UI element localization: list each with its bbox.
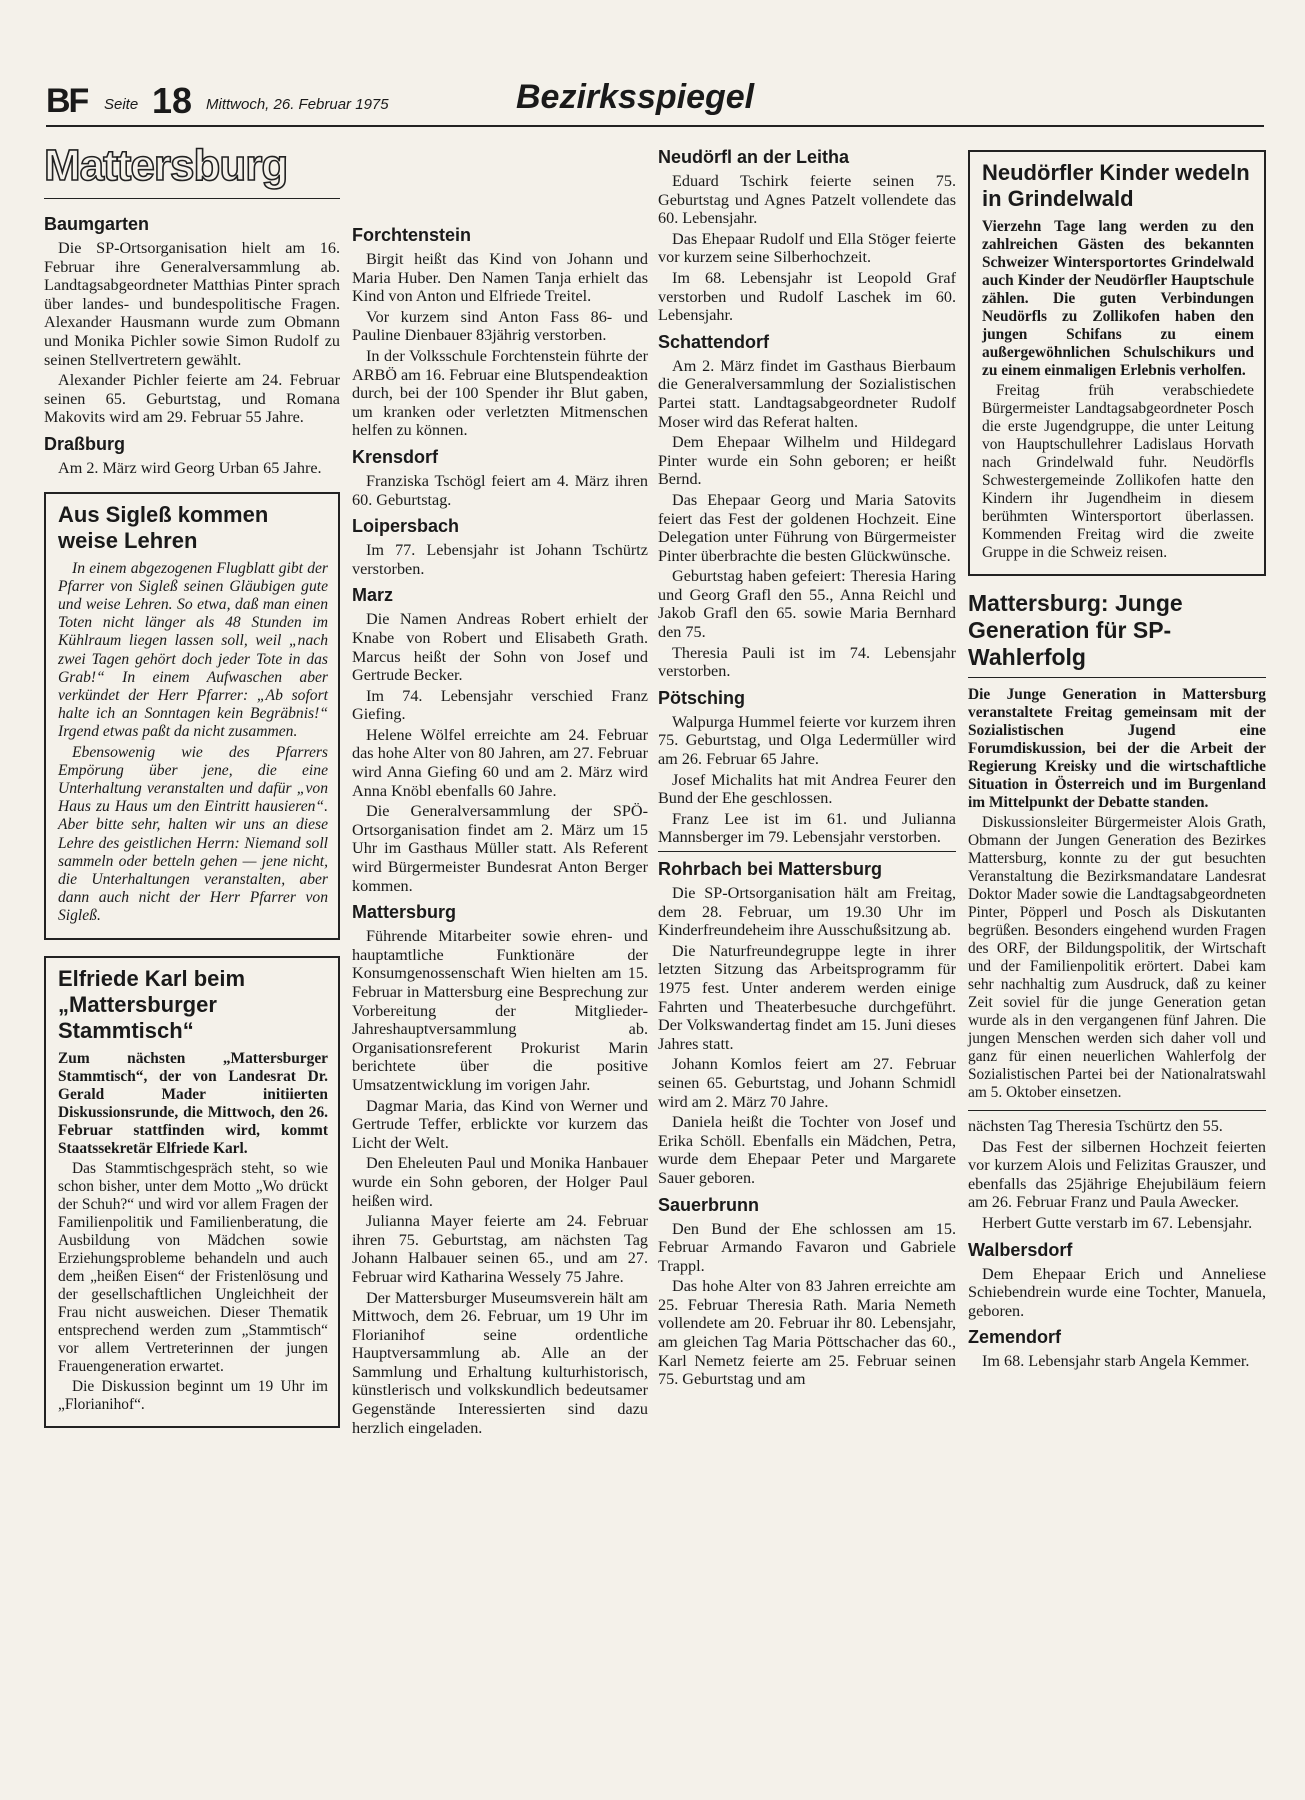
paragraph: Dem Ehepaar Wilhelm und Hildegard Pinter wurde ein Sohn geboren; er heißt Bernd. bbox=[658, 433, 956, 489]
paragraph: Im 77. Lebensjahr ist Johann Tschürtz verstorben. bbox=[352, 541, 648, 578]
paragraph: Der Mattersburger Museumsverein hält am Mittwoch, dem 26. Februar, um 19 Uhr im Florianihof seine ordentliche Hauptversammlung ab. Alle an der Sammlung und Erhaltung kulturhistorisch, künstlerisch und volkskundlich bedeutsamer Gegenstände Interessierten sind dazu herzlich eingeladen. bbox=[352, 1288, 648, 1437]
paragraph: Helene Wölfel erreichte am 24. Februar das hohe Alter von 80 Jahren, am 27. Februar wird Anna Giefing 60 und am 2. März wird Anna Knöbl ebenfalls 60 Jahre. bbox=[352, 725, 648, 800]
paragraph: Im 68. Lebensjahr ist Leopold Graf verstorben und Rudolf Laschek im 60. Lebensjahr. bbox=[658, 268, 956, 325]
heading-zemendorf: Zemendorf bbox=[968, 1327, 1062, 1348]
column-1 bbox=[44, 140, 340, 1428]
heading-poettsching: Pötsching bbox=[658, 687, 746, 708]
paragraph: In der Volksschule Forchtenstein führte der ARBÖ am 16. Februar eine Blutspendeaktion durch, bei der 100 Spender ihr Blut gaben, um kranken oder verletzten Mitmenschen helfen zu können. bbox=[352, 346, 648, 440]
paragraph: Diskussionsleiter Bürgermeister Alois Grath, Obmann der Jungen Generation des Bezirkes Mattersburg, konnte zu der gut besuchten Veranstaltung die Bezirksmandatare Landesrat Doktor Mader sowie die Landtagsabgeordneten Pinter, Pöpperl und Posch als Diskutanten begrüßen. Besonders eingehend wurden Fragen des ORF, der Bildungspolitik, der Wirtschaft und der Familienpolitik erörtert. Dabei kam sehr nachhaltig zum Ausdruck, daß zu keiner Zeit soviel für die junge Generation getan wurde als in den vergangenen fünf Jahren. Die jungen Menschen werden sich daher voll und ganz für einen neuerlichen Wahlerfolg der Sozialistischen Partei bei der Nationalratswahl am 5. Oktober einsetzen. bbox=[968, 814, 1266, 1101]
paragraph: Geburtstag haben gefeiert: Theresia Haring und Georg Grafl den 55., Anna Reichl und Jakob Grafl den 65. sowie Maria Bernhard den 75. bbox=[658, 567, 956, 642]
paragraph: Am 2. März wird Georg Urban 65 Jahre. bbox=[58, 458, 322, 477]
paragraph: Das Fest der silbernen Hochzeit feierten vor kurzem Alois und Felizitas Grauszer, und ebenfalls das 25jährige Ehejubiläum feiern am 26. Februar Franz und Paula Awecker. bbox=[968, 1137, 1266, 1212]
heading-marz: Marz bbox=[352, 585, 394, 606]
box-grindelwald bbox=[968, 150, 1266, 576]
paragraph: nächsten Tag Theresia Tschürtz den 55. bbox=[968, 1117, 1223, 1135]
paragraph: Ebensowenig wie des Pfarrers Empörung über jene, die eine Unterhaltung veranstalten und dafür „von Haus zu Haus um den Eintritt hausieren“. Aber bitte sehr, halten wir uns an diese Lehre des geistlichen Herrn: Niemand soll sammeln oder betteln gehen — jene nicht, die Unterhaltungen veranstalten, aber dann auch nicht der Herr Pfarrer von Sigleß. bbox=[58, 743, 328, 925]
heading-schattendorf: Schattendorf bbox=[658, 331, 770, 352]
article-title: Mattersburg: Junge Generation für SP-Wahlerfolg bbox=[968, 590, 1183, 670]
heading-baumgarten: Baumgarten bbox=[44, 214, 150, 234]
paragraph: Das Ehepaar Rudolf und Ella Stöger feierte vor kurzem seine Silberhochzeit. bbox=[658, 229, 956, 267]
heading-forchtenstein: Forchtenstein bbox=[352, 225, 472, 245]
paragraph: Führende Mitarbeiter sowie ehren- und hauptamtliche Funktionäre der Konsumgenossenschaft Wien hielten am 15. Februar in Mattersburg eine Besprechung zur Vorbereitung der Mitglieder-Jahreshauptversammlung ab. Organisationsreferent Prokurist Marin berichtete über die positive Umsatzentwicklung im vorigen Jahr. bbox=[352, 927, 648, 1094]
heading-drassburg: Draßburg bbox=[44, 433, 125, 454]
section-rule bbox=[658, 851, 956, 852]
paragraph: Das hohe Alter von 83 Jahren erreichte am 25. Februar Theresia Rath. Maria Nemeth vollendete am 20. Februar ihr 80. Lebensjahr, am gleichen Tag Maria Pöttschacher das 60., Karl Nemetz feierte am 25. Februar seinen 75. Geburtstag und am bbox=[658, 1277, 956, 1389]
issue-date: Mittwoch, 26. Februar 1975 bbox=[206, 96, 389, 113]
lead-paragraph: Zum nächsten „Mattersburger Stammtisch“, der von Landesrat Dr. Gerald Mader initiierten Diskussionsrunde, die Mittwoch, den 26. Februar stattfinden wird, kommt Staatssekretär Elfriede Karl. bbox=[58, 1049, 328, 1157]
section-rule bbox=[968, 1110, 1266, 1111]
paragraph: Den Bund der Ehe schlossen am 15. Februar Armando Favaron und Gabriele Trappl. bbox=[658, 1219, 956, 1275]
title-rule bbox=[968, 677, 1266, 678]
lead-paragraph: Vierzehn Tage lang werden zu den zahlreichen Gästen des bekannten Schweizer Wintersportortes Grindelwald auch Kinder der Neudörfler Hauptschule zählen. Die guten Verbindungen Neudörfls zu Zollikofen haben den jungen Schifans zu einem außergewöhnlichen Schulschikurs und zu einem einmaligen Erlebnis verholfen. bbox=[982, 218, 1254, 379]
header-rule bbox=[46, 125, 1264, 127]
paragraph: Im 74. Lebensjahr verschied Franz Giefing. bbox=[352, 686, 648, 724]
page-number: 18 bbox=[152, 80, 193, 121]
paragraph: Die Namen Andreas Robert erhielt der Knabe von Robert und Elisabeth Grath. Marcus heißt der Sohn von Josef und Gertrude Becker. bbox=[352, 610, 648, 685]
paragraph: Vor kurzem sind Anton Fass 86- und Pauline Dienbauer 83jährig verstorben. bbox=[352, 307, 648, 345]
heading-walbersdorf: Walbersdorf bbox=[968, 1239, 1073, 1260]
box-sigless bbox=[44, 492, 340, 940]
heading-loipersbach: Loipersbach bbox=[352, 516, 460, 537]
paragraph: Am 2. März findet im Gasthaus Bierbaum die Generalversammlung der Sozialistischen Partei statt. Landtagsabgeordneter Rudolf Moser wird das Referat halten. bbox=[658, 356, 956, 431]
page-header bbox=[46, 78, 1264, 126]
paragraph: Franziska Tschögl feiert am 4. März ihren 60. Geburtstag. bbox=[352, 471, 648, 509]
paragraph: Daniela heißt die Tochter von Josef und Erika Schöll. Ebenfalls ein Mädchen, Petra, wurde dem Ehepaar Peter und Margarete Sauer geboren. bbox=[658, 1113, 956, 1187]
page-label: Seite bbox=[104, 96, 139, 113]
box-title: Aus Sigleß kommen weise Lehren bbox=[58, 501, 269, 553]
paragraph: Das Ehepaar Georg und Maria Satovits feiert das Fest der goldenen Hochzeit. Eine Delegation unter Führung von Bürgermeister Pinter überbrachte die besten Glückwünsche. bbox=[658, 490, 956, 565]
heading-mattersburg: Mattersburg bbox=[352, 902, 457, 923]
lead-paragraph: Die Junge Generation in Mattersburg veranstaltete Freitag gemeinsam mit der Sozialistischen Jugend eine Forumdiskussion, bei der die Arbeit der Regierung Kreisky und die wirtschaftliche Situation in Österreich und im Burgenland im Mittelpunkt der Debatte standen. bbox=[968, 686, 1266, 811]
paragraph: Das Stammtischgespräch steht, so wie schon bisher, unter dem Motto „Wo drückt der Schuh?“ und wird vor allem Fragen der Familienpolitik und Familienberatung, die Ausbildung von Mädchen sowie Erziehungsprobleme behandeln und auch dem „heißen Eisen“ der Fristenlösung und der gesellschaftlichen Ungleichheit der Frau nicht ausweichen. Dieser Thematik entsprechend werden zum „Stammtisch“ vor allem Vertreterinnen der jungen Frauengeneration erwartet. bbox=[58, 1159, 328, 1375]
paragraph: Die Diskussion beginnt um 19 Uhr im „Florianihof“. bbox=[58, 1377, 328, 1413]
column-4 bbox=[968, 150, 1266, 1373]
heading-neudoerfl: Neudörfl an der Leitha bbox=[658, 147, 850, 167]
paragraph: Freitag früh verabschiedete Bürgermeister Landtagsabgeordneter Posch die erste Jugendgruppe, die unter Leitung von Hauptschullehrer Ladislaus Horvath nach Grindelwald fuhr. Neudörfls Schwestergemeinde Zollikofen hatte den Kindern ihr Jugendheim in diesem berühmten Wintersportort überlassen. Kommenden Freitag wird die zweite Gruppe in die Schweiz reisen. bbox=[982, 382, 1254, 561]
paragraph: Theresia Pauli ist im 74. Lebensjahr verstorben. bbox=[658, 643, 956, 681]
paragraph: Die SP-Ortsorganisation hielt am 16. Februar ihre Generalversammlung ab. Landtagsabgeordneter Matthias Pinter sprach über landes- und bundespolitische Fragen. Alexander Hausmann wurde zum Obmann und Monika Pichler sowie Simon Rudolf zu seinen Stellvertretern gewählt. bbox=[44, 239, 340, 369]
paragraph: Dagmar Maria, das Kind von Werner und Gertrude Teffer, erblickte vor kurzem das Licht der Welt. bbox=[352, 1096, 648, 1152]
heading-rohrbach: Rohrbach bei Mattersburg bbox=[658, 859, 883, 879]
paragraph: Den Eheleuten Paul und Monika Hanbauer wurde ein Sohn geboren, der Holger Paul heißen wird. bbox=[352, 1154, 648, 1210]
heading-krensdorf: Krensdorf bbox=[352, 446, 439, 467]
box-stammtisch bbox=[44, 956, 340, 1428]
box-title: Elfriede Karl beim „Mattersburger Stammtisch“ bbox=[58, 965, 246, 1043]
column-2 bbox=[352, 218, 648, 1439]
paragraph: Herbert Gutte verstarb im 67. Lebensjahr. bbox=[982, 1213, 1253, 1232]
paragraph: Walpurga Hummel feierte vor kurzem ihren 75. Geburtstag, und Olga Ledermüller wird am 26. Februar 65 Jahre. bbox=[658, 712, 956, 769]
paragraph: Im 68. Lebensjahr starb Angela Kemmer. bbox=[982, 1352, 1250, 1371]
paragraph: Die Naturfreundegruppe legte in ihrer letzten Sitzung das Arbeitsprogramm für 1975 fest. Unter anderem werden einige Fahrten und Theaterbesuche durchgeführt. Der Volkswandertag findet am 15. Juni dieses Jahres statt. bbox=[658, 941, 956, 1053]
paragraph: Die SP-Ortsorganisation hält am Freitag, dem 28. Februar, um 19.30 Uhr im Kinderfreundeheim ihre Ausschußsitzung ab. bbox=[658, 884, 956, 940]
heading-sauerbrunn: Sauerbrunn bbox=[658, 1194, 760, 1215]
paragraph: In einem abgezogenen Flugblatt gibt der Pfarrer von Sigleß seinen Gläubigen gute und weise Lehren. So etwa, daß man einen Toten nicht länger als 48 Stunden im Kühlraum liegen lassen soll, weil „nach zwei Tagen gehört doch jeder Tote in das Grab!“ In einem Aufwaschen aber verkündet der Herr Pfarrer: „Ab sofort halte ich an Sonntagen kein Begräbnis!“ Irgend etwas paßt da nicht zusammen. bbox=[58, 559, 328, 741]
paragraph: Franz Lee ist im 61. und Julianna Mannsberger im 79. Lebensjahr verstorben. bbox=[658, 809, 956, 847]
masthead-rule bbox=[44, 198, 340, 199]
newspaper-logo: BF bbox=[46, 82, 88, 120]
paragraph: Julianna Mayer feierte am 24. Februar ihren 75. Geburtstag, am nächsten Tag Johann Halbauer seinen 65., und am 27. Februar wird Katharina Wessely 75 Jahre. bbox=[352, 1212, 648, 1286]
column-3 bbox=[658, 146, 956, 1391]
district-masthead: Mattersburg bbox=[44, 141, 288, 190]
paragraph: Birgit heißt das Kind von Johann und Maria Huber. Den Namen Tanja erhielt das Kind von Anton und Elfriede Treitel. bbox=[352, 250, 648, 306]
paragraph: Johann Komlos feiert am 27. Februar seinen 65. Geburtstag, und Johann Schmidl wird am 2. März 70 Jahre. bbox=[658, 1055, 956, 1111]
paragraph: Eduard Tschirk feierte seinen 75. Geburtstag und Agnes Patzelt vollendete das 60. Lebensjahr. bbox=[658, 172, 956, 228]
box-title: Neudörfler Kinder wedeln in Grindelwald bbox=[982, 160, 1250, 211]
section-title: Bezirksspiegel bbox=[516, 78, 755, 116]
paragraph: Die Generalversammlung der SPÖ-Ortsorganisation findet am 2. März um 15 Uhr im Gasthaus Müller statt. Als Referent wird Bürgermeister Bundesrat Anton Berger kommen. bbox=[352, 802, 648, 895]
paragraph: Dem Ehepaar Erich und Anneliese Schiebendrein wurde eine Tochter, Manuela, geboren. bbox=[968, 1264, 1266, 1320]
paragraph: Alexander Pichler feierte am 24. Februar seinen 65. Geburtstag, und Romana Makovits wird am 29. Februar 55 Jahre. bbox=[44, 371, 340, 427]
paragraph: Josef Michalits hat mit Andrea Feurer den Bund der Ehe geschlossen. bbox=[658, 770, 956, 808]
